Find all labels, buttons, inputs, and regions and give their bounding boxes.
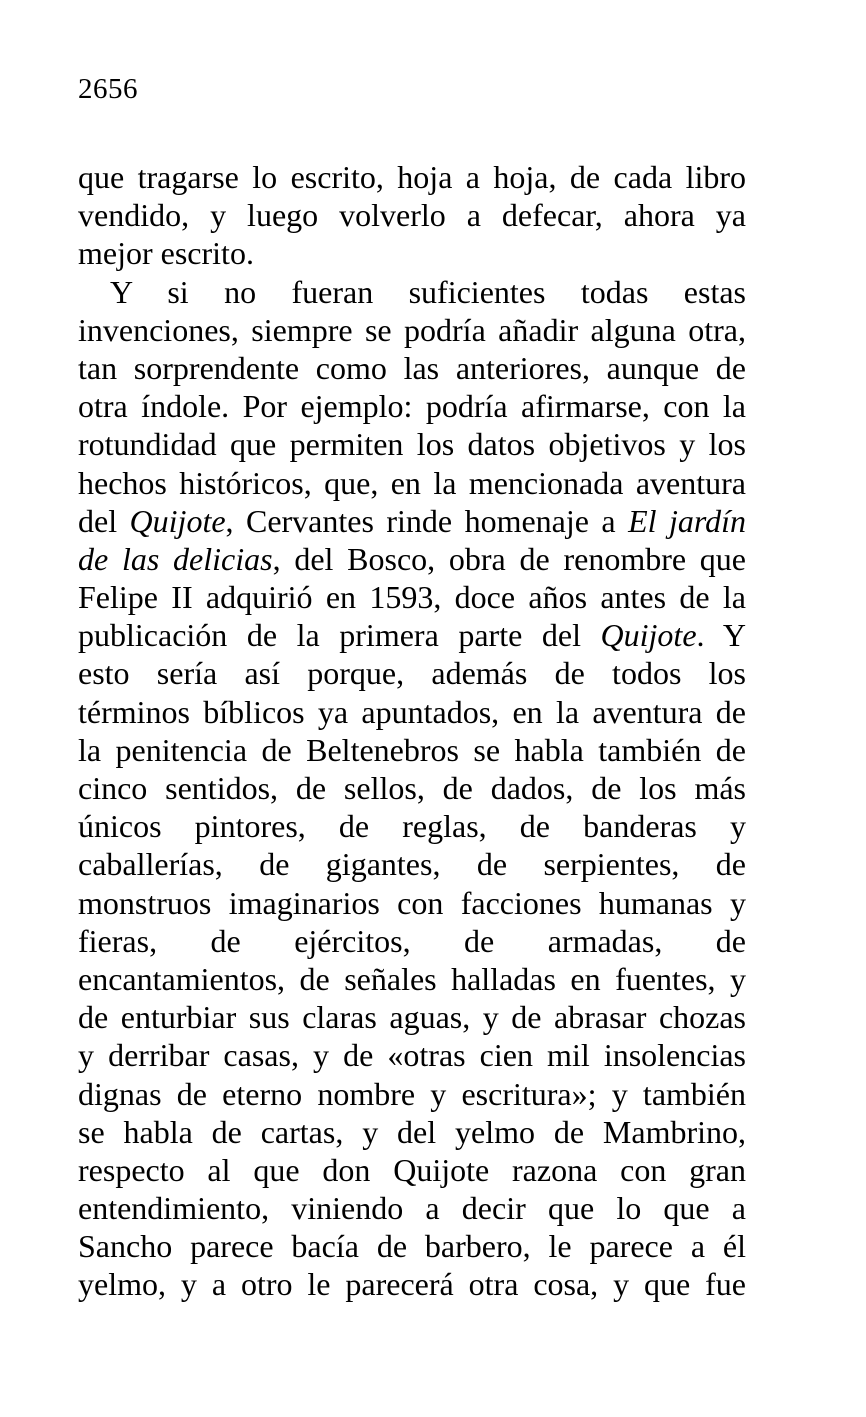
text-run: , Cervantes rinde homenaje a [225,502,629,539]
text-run: , del Bosco, obra de renombre que [272,540,746,577]
text-line [78,349,746,387]
text-run: publicación de la primera parte del [78,617,601,654]
text-run: Y si no fueran suficientes todas estas [110,273,746,310]
text-line [78,693,746,731]
text-line [78,998,746,1036]
text-line [78,234,746,272]
text-run: vendido, y luego volverlo a defecar, ahora ya [78,197,746,234]
text-run: caballerías, de gigantes, de serpientes, de [78,846,746,883]
text-run: invenciones, siempre se podría añadir alguna otra, [78,311,746,348]
italic-text-run: Quijote [600,617,697,654]
text-line [78,273,746,311]
text-run: del [78,502,130,539]
text-run: yelmo, y a otro le parecerá otra cosa, y que fue [78,1266,746,1303]
text-line [78,1075,746,1113]
text-line [78,884,746,922]
text-line [78,464,746,502]
text-run: que tragarse lo escrito, hoja a hoja, de cada libro [78,159,746,195]
text-run: rotundidad que permiten los datos objetivos y los [78,426,746,463]
text-run: . Y [696,617,746,654]
text-line [78,1189,746,1227]
page-number: 2656 [78,73,138,105]
text-line [78,616,746,654]
text-run: respecto al que don Quijote razona con gran [78,1151,746,1188]
text-line [78,1151,746,1189]
text-run: Sancho parece bacía de barbero, le parece a él [78,1228,746,1265]
text-line [78,425,746,463]
italic-text-run: de las delicias [78,540,273,577]
text-line [78,540,746,578]
text-run: otra índole. Por ejemplo: podría afirmarse, con la [78,388,746,425]
text-run: hechos históricos, que, en la mencionada aventura [78,464,746,501]
text-run: tan sorprendente como las anteriores, aunque de [78,349,746,386]
text-line [78,196,746,234]
text-run: y derribar casas, y de «otras cien mil insolencias [78,1037,746,1074]
text-run: de enturbiar sus claras aguas, y de abrasar chozas [78,999,746,1036]
text-run: encantamientos, de señales halladas en fuentes, y [78,960,746,997]
text-run: la penitencia de Beltenebros se habla también de [78,731,746,768]
text-line [78,807,746,845]
text-line [78,845,746,883]
text-line [78,502,746,540]
text-line [78,1113,746,1151]
text-line [78,1265,746,1303]
text-run: únicos pintores, de reglas, de banderas y [78,808,746,845]
body-text [78,158,746,1304]
text-line [78,578,746,616]
text-run: mejor escrito. [78,235,254,272]
text-line [78,960,746,998]
text-run: Felipe II adquirió en 1593, doce años antes de la [78,579,746,616]
italic-text-run: Quijote [129,502,226,539]
text-line [78,387,746,425]
text-line [78,731,746,769]
text-line [78,311,746,349]
text-run: entendimiento, viniendo a decir que lo que a [78,1190,746,1227]
text-run: términos bíblicos ya apuntados, en la aventura de [78,693,746,730]
text-line [78,922,746,960]
text-run: dignas de eterno nombre y escritura»; y también [78,1075,746,1112]
text-run: cinco sentidos, de sellos, de dados, de los más [78,770,746,806]
text-line [78,769,746,807]
text-run: monstruos imaginarios con facciones humanas y [78,884,746,921]
text-run: se habla de cartas, y del yelmo de Mambrino, [78,1113,746,1150]
text-line [78,1036,746,1074]
text-line [78,158,746,196]
text-line [78,654,746,692]
text-run: fieras, de ejércitos, de armadas, de [78,922,746,959]
italic-text-run: El jardín [628,502,746,539]
text-run: esto sería así porque, además de todos los [78,655,746,692]
text-line [78,1227,746,1265]
